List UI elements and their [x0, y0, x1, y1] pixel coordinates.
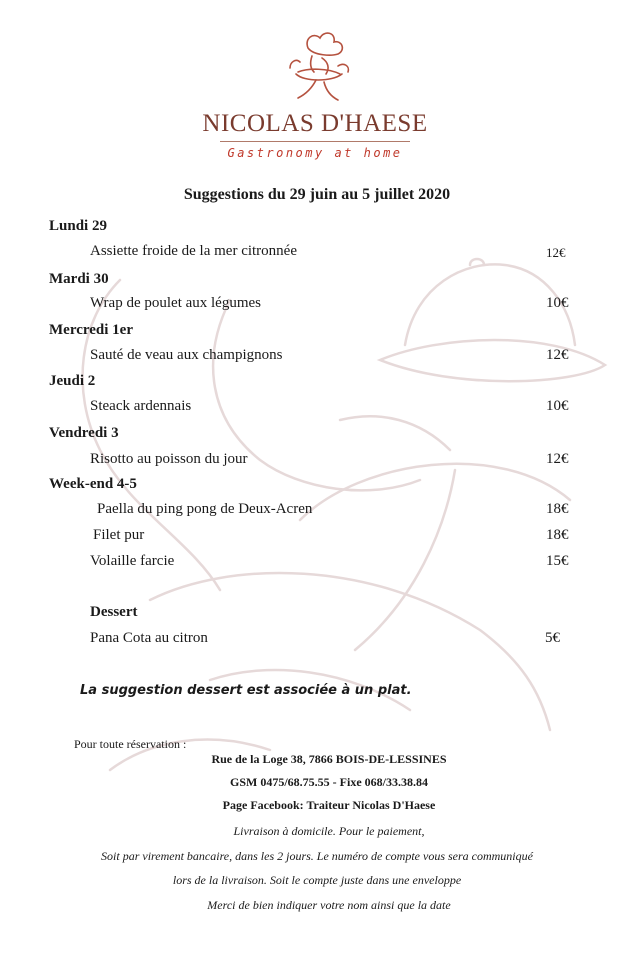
menu-item: Sauté de veau aux champignons [90, 347, 283, 363]
menu-item: Pana Cota au citron [90, 630, 208, 646]
day-heading-jeudi: Jeudi 2 [49, 373, 96, 389]
brand-tagline: Gastronomy at home [227, 146, 403, 160]
menu-item: Risotto au poisson du jour [90, 451, 248, 467]
day-heading-vendredi: Vendredi 3 [49, 425, 119, 441]
menu-title: Suggestions du 29 juin au 5 juillet 2020 [183, 186, 451, 203]
menu-item-price: 18€ [546, 527, 569, 543]
info-line: Merci de bien indiquer votre nom ainsi que la date [207, 898, 451, 912]
brand-name: NICOLAS D'HAESE [202, 110, 428, 137]
day-heading-mercredi: Mercredi 1er [49, 322, 133, 338]
menu-item: Volaille farcie [90, 553, 175, 569]
menu-item: Assiette froide de la mer citronnée [90, 243, 297, 259]
menu-item-price: 5€ [545, 630, 560, 646]
chef-logo-icon [278, 28, 358, 108]
dessert-heading: Dessert [90, 604, 138, 620]
reservation-label: Pour toute réservation : [74, 737, 187, 751]
menu-item-price: 12€ [546, 451, 569, 467]
day-heading-lundi: Lundi 29 [49, 218, 107, 234]
day-heading-weekend: Week-end 4-5 [49, 476, 137, 492]
facebook-line: Page Facebook: Traiteur Nicolas D'Haese [222, 798, 436, 812]
day-heading-mardi: Mardi 30 [49, 271, 109, 287]
menu-item: Wrap de poulet aux légumes [90, 295, 262, 311]
phone-line: GSM 0475/68.75.55 - Fixe 068/33.38.84 [230, 775, 428, 789]
menu-item-price: 18€ [546, 501, 569, 517]
address-line: Rue de la Loge 38, 7866 BOIS-DE-LESSINES [211, 752, 447, 766]
menu-item: Paella du ping pong de Deux-Acren [97, 501, 313, 517]
menu-item: Steack ardennais [90, 398, 192, 414]
info-line: Livraison à domicile. Pour le paiement, [233, 824, 425, 838]
menu-item-price: 10€ [546, 295, 569, 311]
menu-item-price: 12€ [546, 245, 566, 260]
menu-item-price: 15€ [546, 553, 569, 569]
brand-logo [190, 28, 440, 158]
info-line: Soit par virement bancaire, dans les 2 jours. Le numéro de compte vous sera communiqué [101, 849, 533, 863]
dessert-note: La suggestion dessert est associée à un plat. [80, 683, 412, 698]
menu-item-price: 10€ [546, 398, 569, 414]
brand-divider [220, 141, 410, 142]
menu-item-price: 12€ [546, 347, 569, 363]
menu-item: Filet pur [93, 527, 145, 543]
info-line: lors de la livraison. Soit le compte juste dans une enveloppe [172, 873, 462, 887]
